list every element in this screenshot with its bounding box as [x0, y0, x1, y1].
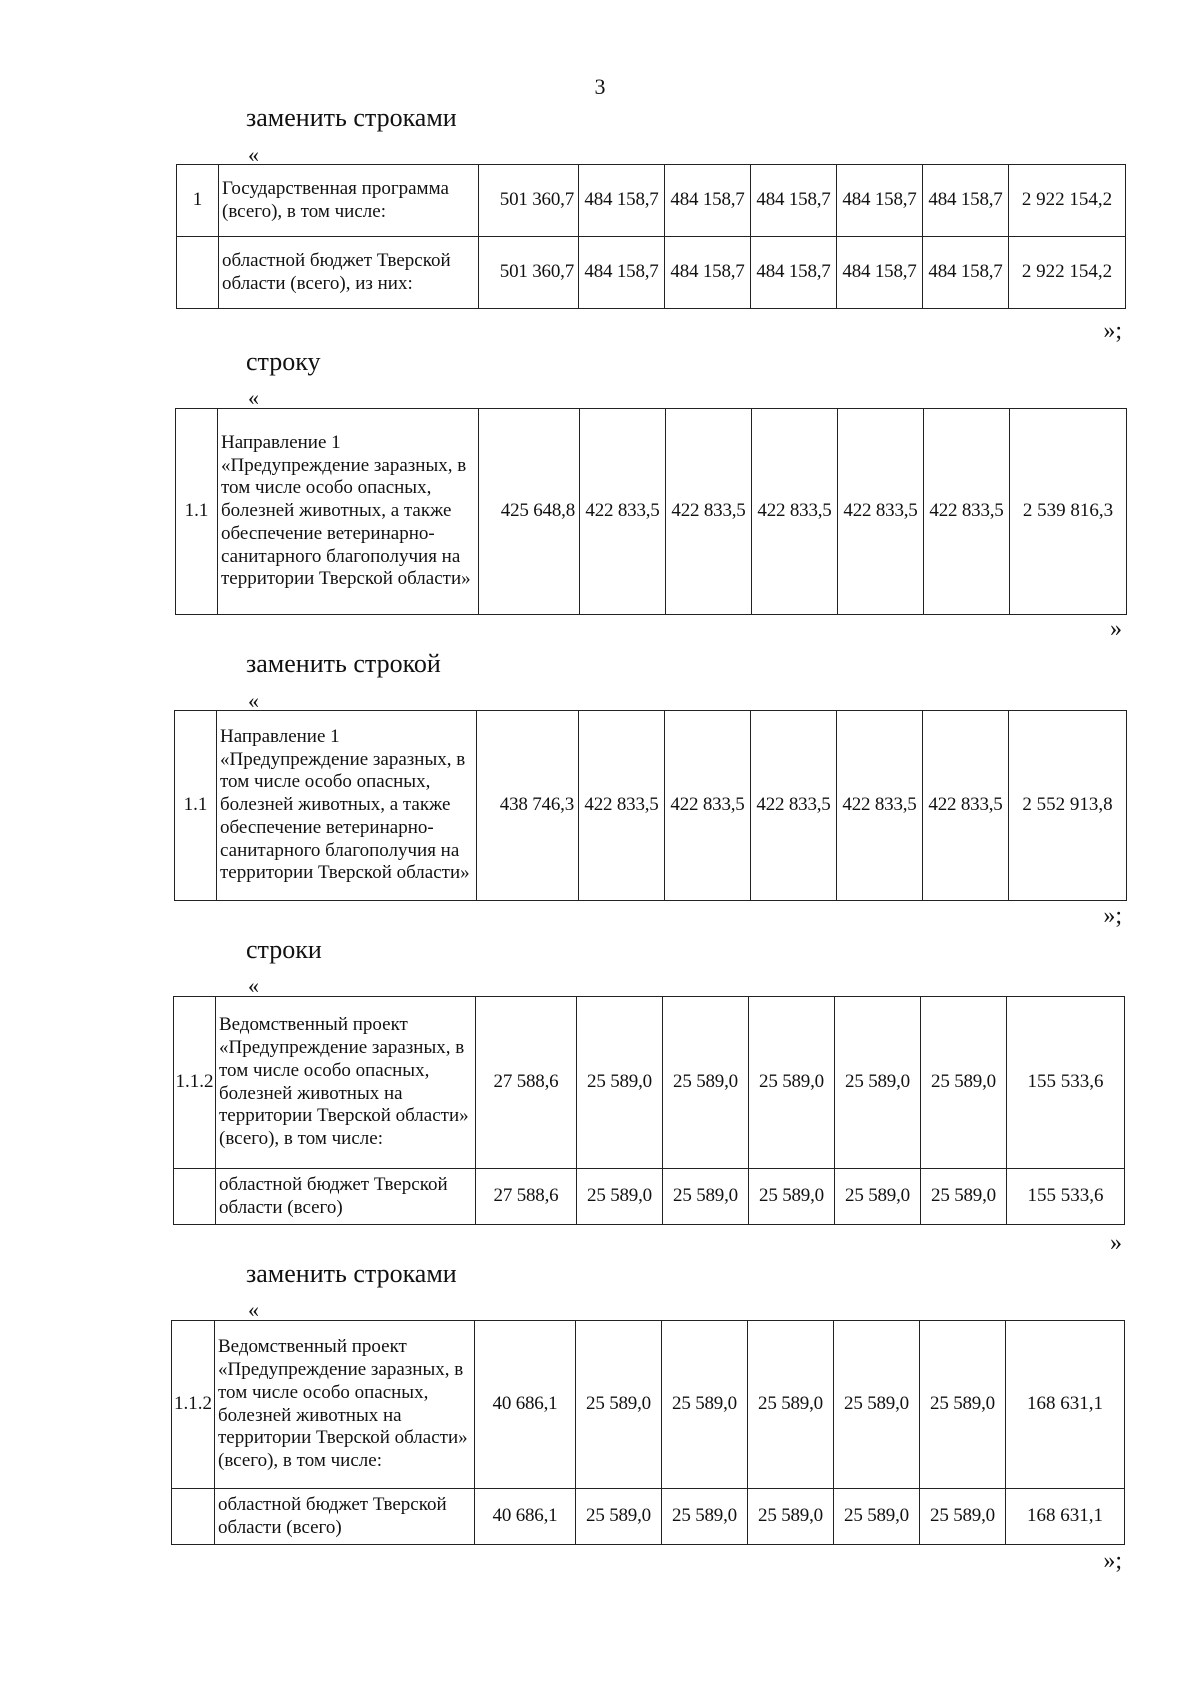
open-quote: «: [248, 142, 259, 167]
value-cell: 422 833,5: [665, 711, 751, 901]
value-cell: 438 746,3: [477, 711, 579, 901]
table-row: [172, 1321, 1125, 1489]
section-heading: строки: [246, 935, 322, 964]
close-quote: »;: [1103, 903, 1122, 929]
value-cell: 25 589,0: [749, 1169, 835, 1225]
table-row: [174, 1169, 1125, 1225]
total-cell: 2 539 816,3: [1010, 409, 1127, 615]
value-cell: 25 589,0: [749, 997, 835, 1169]
row-description: областной бюджет Тверской области (всего): [216, 1169, 476, 1225]
value-cell: 484 158,7: [665, 237, 751, 309]
row-description: Направление 1 «Предупреждение заразных, в том числе особо опасных, болезней животных, а также обеспечение ветеринарно-санитарного благополучия на территории Тверской области»: [217, 711, 477, 901]
close-quote: »: [1110, 1230, 1122, 1256]
table-row: [172, 1489, 1125, 1545]
open-quote: «: [248, 1297, 259, 1322]
section-heading: строку: [246, 347, 321, 376]
value-cell: 422 833,5: [666, 409, 752, 615]
value-cell: 27 588,6: [476, 1169, 577, 1225]
table-row: [177, 165, 1126, 237]
value-cell: 422 833,5: [838, 409, 924, 615]
value-cell: 25 589,0: [748, 1489, 834, 1545]
close-quote: »;: [1103, 1548, 1122, 1574]
value-cell: 25 589,0: [577, 997, 663, 1169]
value-cell: 484 158,7: [751, 237, 837, 309]
value-cell: 25 589,0: [921, 997, 1007, 1169]
value-cell: 422 833,5: [752, 409, 838, 615]
row-description: Ведомственный проект «Предупреждение заразных, в том числе особо опасных, болезней животных на территории Тверской области» (всего), в том числе:: [215, 1321, 475, 1489]
value-cell: 25 589,0: [921, 1169, 1007, 1225]
value-cell: 422 833,5: [923, 711, 1009, 901]
open-quote: «: [248, 688, 259, 713]
value-cell: 501 360,7: [479, 237, 579, 309]
total-cell: 2 922 154,2: [1009, 237, 1126, 309]
total-cell: 168 631,1: [1006, 1489, 1125, 1545]
value-cell: 25 589,0: [663, 1169, 749, 1225]
row-number: 1.1: [175, 711, 217, 901]
value-cell: 484 158,7: [579, 165, 665, 237]
value-cell: 25 589,0: [576, 1489, 662, 1545]
value-cell: 484 158,7: [665, 165, 751, 237]
row-description: областной бюджет Тверской области (всего): [215, 1489, 475, 1545]
value-cell: 484 158,7: [579, 237, 665, 309]
row-description: Направление 1 «Предупреждение заразных, в том числе особо опасных, болезней животных, а также обеспечение ветеринарно-санитарного благополучия на территории Тверской области»: [218, 409, 479, 615]
total-cell: 155 533,6: [1007, 997, 1125, 1169]
total-cell: 2 922 154,2: [1009, 165, 1126, 237]
row-description: областной бюджет Тверской области (всего), из них:: [219, 237, 479, 309]
row-description: Ведомственный проект «Предупреждение заразных, в том числе особо опасных, болезней животных на территории Тверской области» (всего), в том числе:: [216, 997, 476, 1169]
total-cell: 155 533,6: [1007, 1169, 1125, 1225]
page-number: 3: [594, 74, 606, 99]
value-cell: 422 833,5: [580, 409, 666, 615]
value-cell: 425 648,8: [479, 409, 580, 615]
table-row: [174, 997, 1125, 1169]
row-number: 1.1: [176, 409, 218, 615]
value-cell: 25 589,0: [663, 997, 749, 1169]
budget-table: [171, 1320, 1125, 1545]
value-cell: 27 588,6: [476, 997, 577, 1169]
total-cell: 2 552 913,8: [1009, 711, 1127, 901]
row-description: Государственная программа (всего), в том числе:: [219, 165, 479, 237]
close-quote: »;: [1103, 318, 1122, 344]
section-heading: заменить строкой: [246, 649, 441, 678]
value-cell: 25 589,0: [835, 1169, 921, 1225]
budget-table: [175, 408, 1127, 615]
value-cell: 25 589,0: [920, 1321, 1006, 1489]
value-cell: 25 589,0: [576, 1321, 662, 1489]
close-quote: »: [1110, 616, 1122, 642]
value-cell: 25 589,0: [662, 1489, 748, 1545]
budget-table: [173, 996, 1125, 1225]
value-cell: 422 833,5: [837, 711, 923, 901]
budget-table: [176, 164, 1126, 309]
value-cell: 25 589,0: [748, 1321, 834, 1489]
open-quote: «: [248, 973, 259, 998]
value-cell: 422 833,5: [579, 711, 665, 901]
row-number: 1.1.2: [172, 1321, 215, 1489]
section-heading: заменить строками: [246, 1259, 457, 1288]
value-cell: 422 833,5: [751, 711, 837, 901]
total-cell: 168 631,1: [1006, 1321, 1125, 1489]
value-cell: 484 158,7: [923, 165, 1009, 237]
value-cell: 501 360,7: [479, 165, 579, 237]
table-row: [175, 711, 1127, 901]
table-row: [176, 409, 1127, 615]
value-cell: 25 589,0: [920, 1489, 1006, 1545]
row-number: 1.1.2: [174, 997, 216, 1169]
section-heading: заменить строками: [246, 103, 457, 132]
value-cell: 484 158,7: [751, 165, 837, 237]
value-cell: 25 589,0: [577, 1169, 663, 1225]
value-cell: 484 158,7: [837, 165, 923, 237]
row-number: [177, 237, 219, 309]
value-cell: 40 686,1: [475, 1489, 576, 1545]
value-cell: 25 589,0: [835, 997, 921, 1169]
value-cell: 422 833,5: [924, 409, 1010, 615]
table-row: [177, 237, 1126, 309]
value-cell: 40 686,1: [475, 1321, 576, 1489]
value-cell: 25 589,0: [834, 1321, 920, 1489]
row-number: [174, 1169, 216, 1225]
row-number: 1: [177, 165, 219, 237]
value-cell: 25 589,0: [834, 1489, 920, 1545]
value-cell: 484 158,7: [923, 237, 1009, 309]
value-cell: 25 589,0: [662, 1321, 748, 1489]
value-cell: 484 158,7: [837, 237, 923, 309]
row-number: [172, 1489, 215, 1545]
budget-table: [174, 710, 1127, 901]
open-quote: «: [248, 385, 259, 410]
